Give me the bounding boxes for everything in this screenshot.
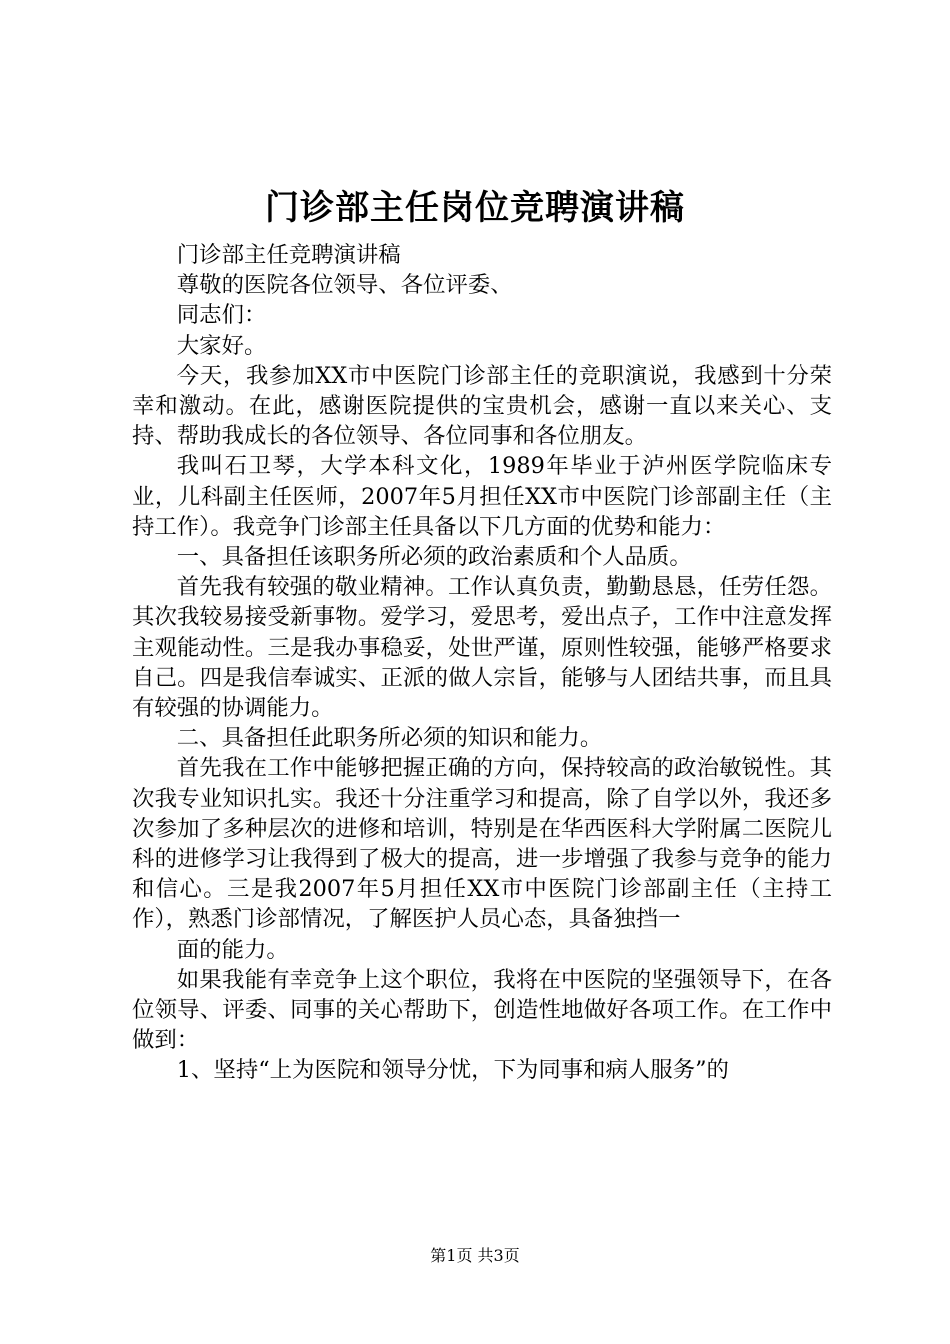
document-title: 门诊部主任岗位竞聘演讲稿 — [265, 188, 685, 228]
page-number-footer: 第1页 共3页 — [430, 1246, 520, 1265]
paragraph-continuation: 面的能力。 — [176, 936, 289, 963]
paragraph-subtitle: 门诊部主任竞聘演讲稿 — [176, 242, 401, 268]
document-body — [132, 240, 832, 1086]
paragraph-point-1: 1、坚持“上为医院和领导分忧，下为同事和病人服务”的 — [176, 1057, 729, 1084]
paragraph-introduction: 我叫石卫琴，大学本科文化，1989年毕业于泸州医学院临床专业，儿科副主任医师，2007年5月担任XX市中医院门诊部副主任（主持工作）。我竞争门诊部主任具备以下几方面的优势和能力： — [132, 453, 832, 540]
paragraph-heading-1: 一、具备担任该职务所必须的政治素质和个人品质。 — [176, 544, 692, 571]
paragraph-qualities: 首先我有较强的敬业精神。工作认真负责，勤勤恳恳，任劳任怨。其次我较易接受新事物。爱学习，爱思考，爱出点子，工作中注意发挥主观能动性。三是我办事稳妥，处世严谨，原则性较强，能够严格要求自己。四是我信奉诚实、正派的做人宗旨，能够与人团结共事，而且具有较强的协调能力。 — [132, 574, 832, 722]
paragraph-pledge: 如果我能有幸竞争上这个职位，我将在中医院的坚强领导下，在各位领导、评委、同事的关心帮助下，创造性地做好各项工作。在工作中做到： — [132, 966, 832, 1054]
paragraph-opening: 今天，我参加XX市中医院门诊部主任的竞职演说，我感到十分荣幸和激动。在此，感谢医院提供的宝贵机会，感谢一直以来关心、支持、帮助我成长的各位领导、各位同事和各位朋友。 — [132, 362, 832, 450]
paragraph-heading-2: 二、具备担任此职务所必须的知识和能力。 — [176, 725, 603, 752]
paragraph-greeting: 大家好。 — [176, 332, 267, 359]
paragraph-knowledge: 首先我在工作中能够把握正确的方向，保持较高的政治敏锐性。其次我专业知识扎实。我还十分注重学习和提高，除了自学以外，我还多次参加了多种层次的进修和培训，特别是在华西医科大学附属二医院儿科的进修学习让我得到了极大的提高，进一步增强了我参与竞争的能力和信心。三是我2007年5月担任XX市中医院门诊部副主任（主持工作），熟悉门诊部情况，了解医护人员心态，具备独挡一 — [132, 755, 832, 933]
paragraph-salutation: 尊敬的医院各位领导、各位评委、 — [176, 272, 513, 299]
paragraph-salutation-comrades: 同志们： — [176, 302, 267, 329]
